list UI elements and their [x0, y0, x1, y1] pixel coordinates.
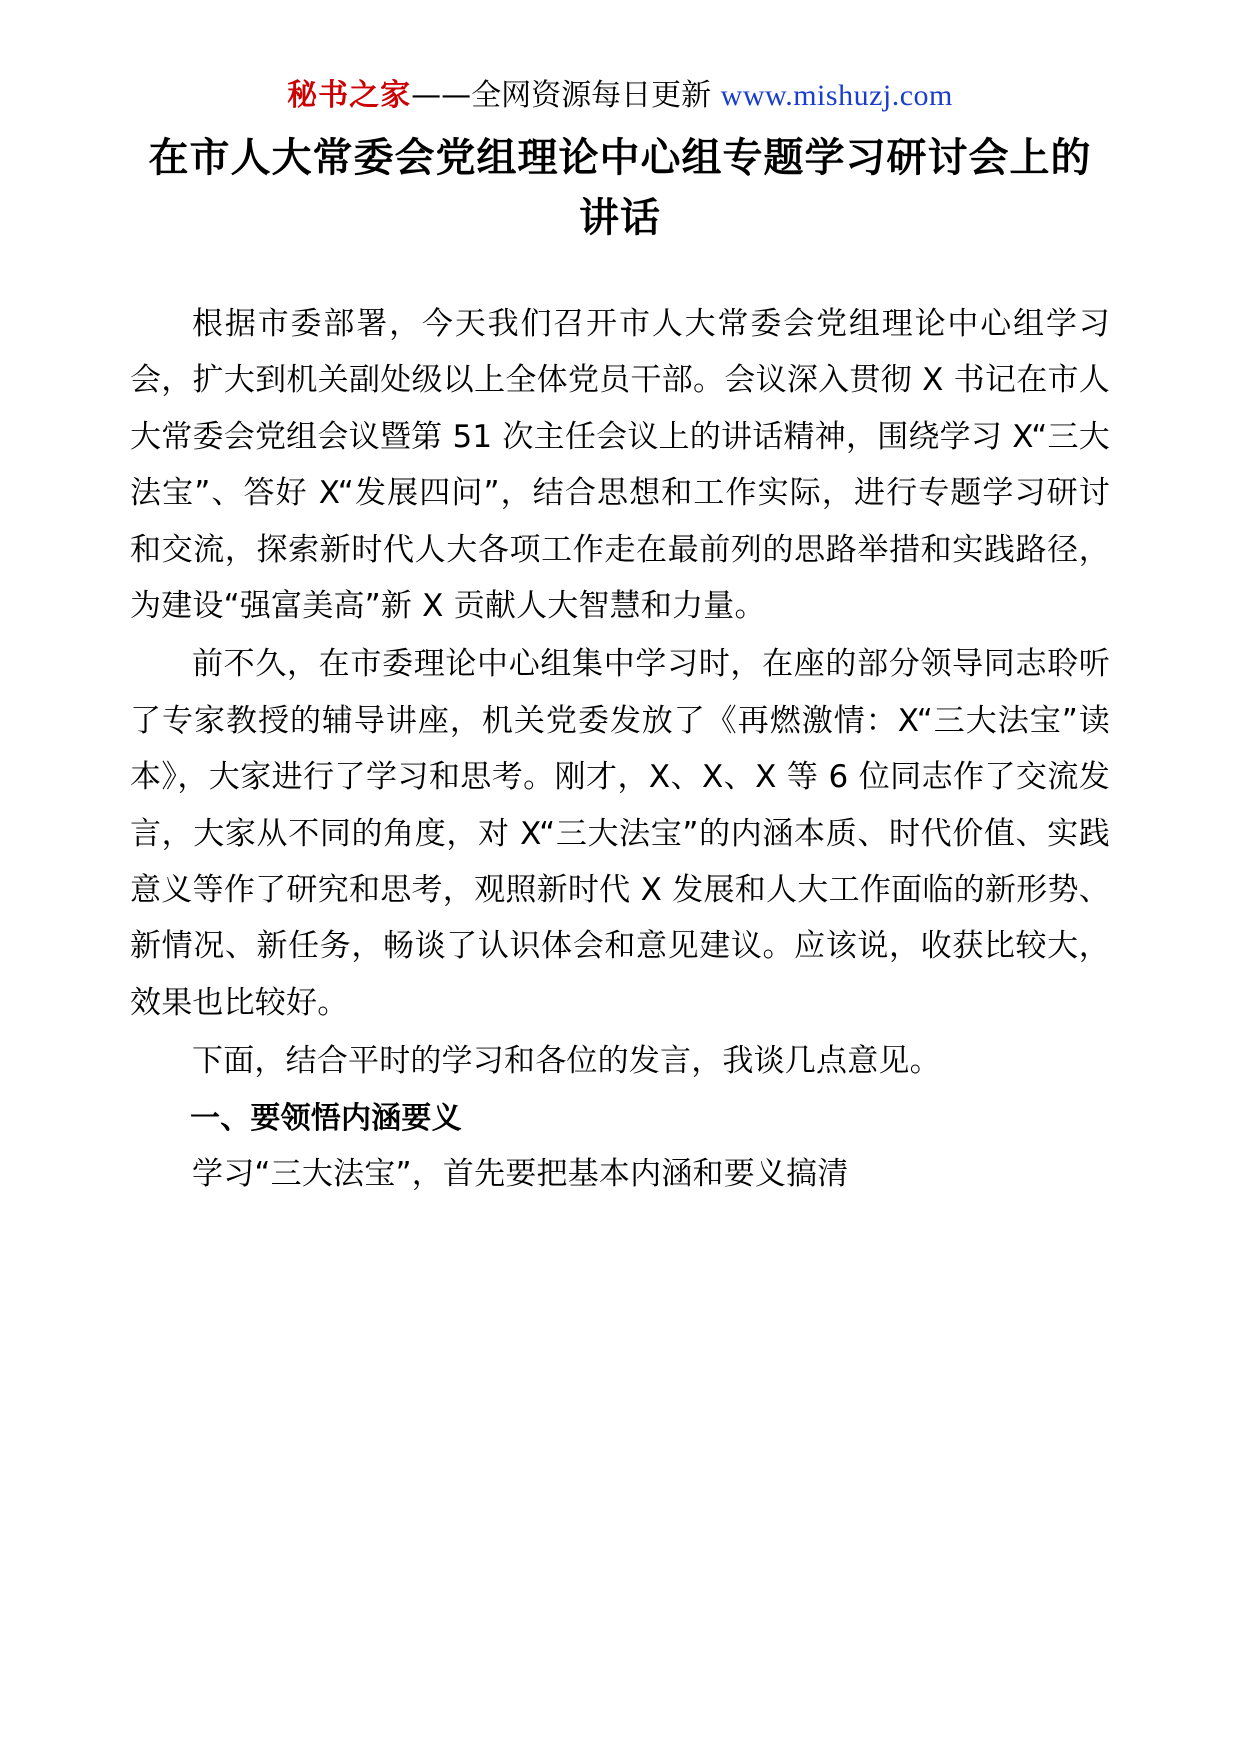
watermark-brand: 秘书之家: [287, 78, 412, 113]
site-watermark: [130, 78, 1110, 114]
document-body: [130, 296, 1110, 1203]
paragraph-4: 学习“三大法宝”，首先要把基本内涵和要义搞清: [192, 1156, 849, 1193]
paragraph-2: 前不久，在市委理论中心组集中学习时，在座的部分领导同志聆听了专家教授的辅导讲座，机关党委发放了《再燃激情：X“三大法宝”读本》，大家进行了学习和思考。刚才，X、X、X 等 6 位同志作了交流发言，大家从不同的角度，对 X“三大法宝”的内涵本质、时代价值、实践意义等作了研究和思考，观照新时代 X 发展和人大工作面临的新形势、新情况、新任务，畅谈了认识体会和意见建议。应该说，收获比较大，效果也比较好。: [130, 646, 1110, 1021]
watermark-url[interactable]: www.mishuzj.com: [720, 79, 953, 112]
page-title: 在市人大常委会党组理论中心组专题学习研讨会上的讲话: [148, 135, 1092, 241]
paragraph-1: 根据市委部署，今天我们召开市人大常委会党组理论中心组学习会，扩大到机关副处级以上全体党员干部。会议深入贯彻 X 书记在市人大常委会党组会议暨第 51 次主任会议上的讲话精神，围绕学习 X“三大法宝”、答好 X“发展四问”，结合思想和工作实际，进行专题学习研讨和交流，探索新时代人大各项工作走在最前列的思路举措和实践路径，为建设“强富美高”新 X 贡献人大智慧和力量。: [130, 306, 1110, 625]
paragraph-3: 下面，结合平时的学习和各位的发言，我谈几点意见。: [192, 1043, 941, 1080]
watermark-tagline: 全网资源每日更新: [471, 78, 712, 113]
section-heading-1: 一、要领悟内涵要义: [190, 1100, 462, 1136]
watermark-dash: ——: [411, 78, 472, 113]
